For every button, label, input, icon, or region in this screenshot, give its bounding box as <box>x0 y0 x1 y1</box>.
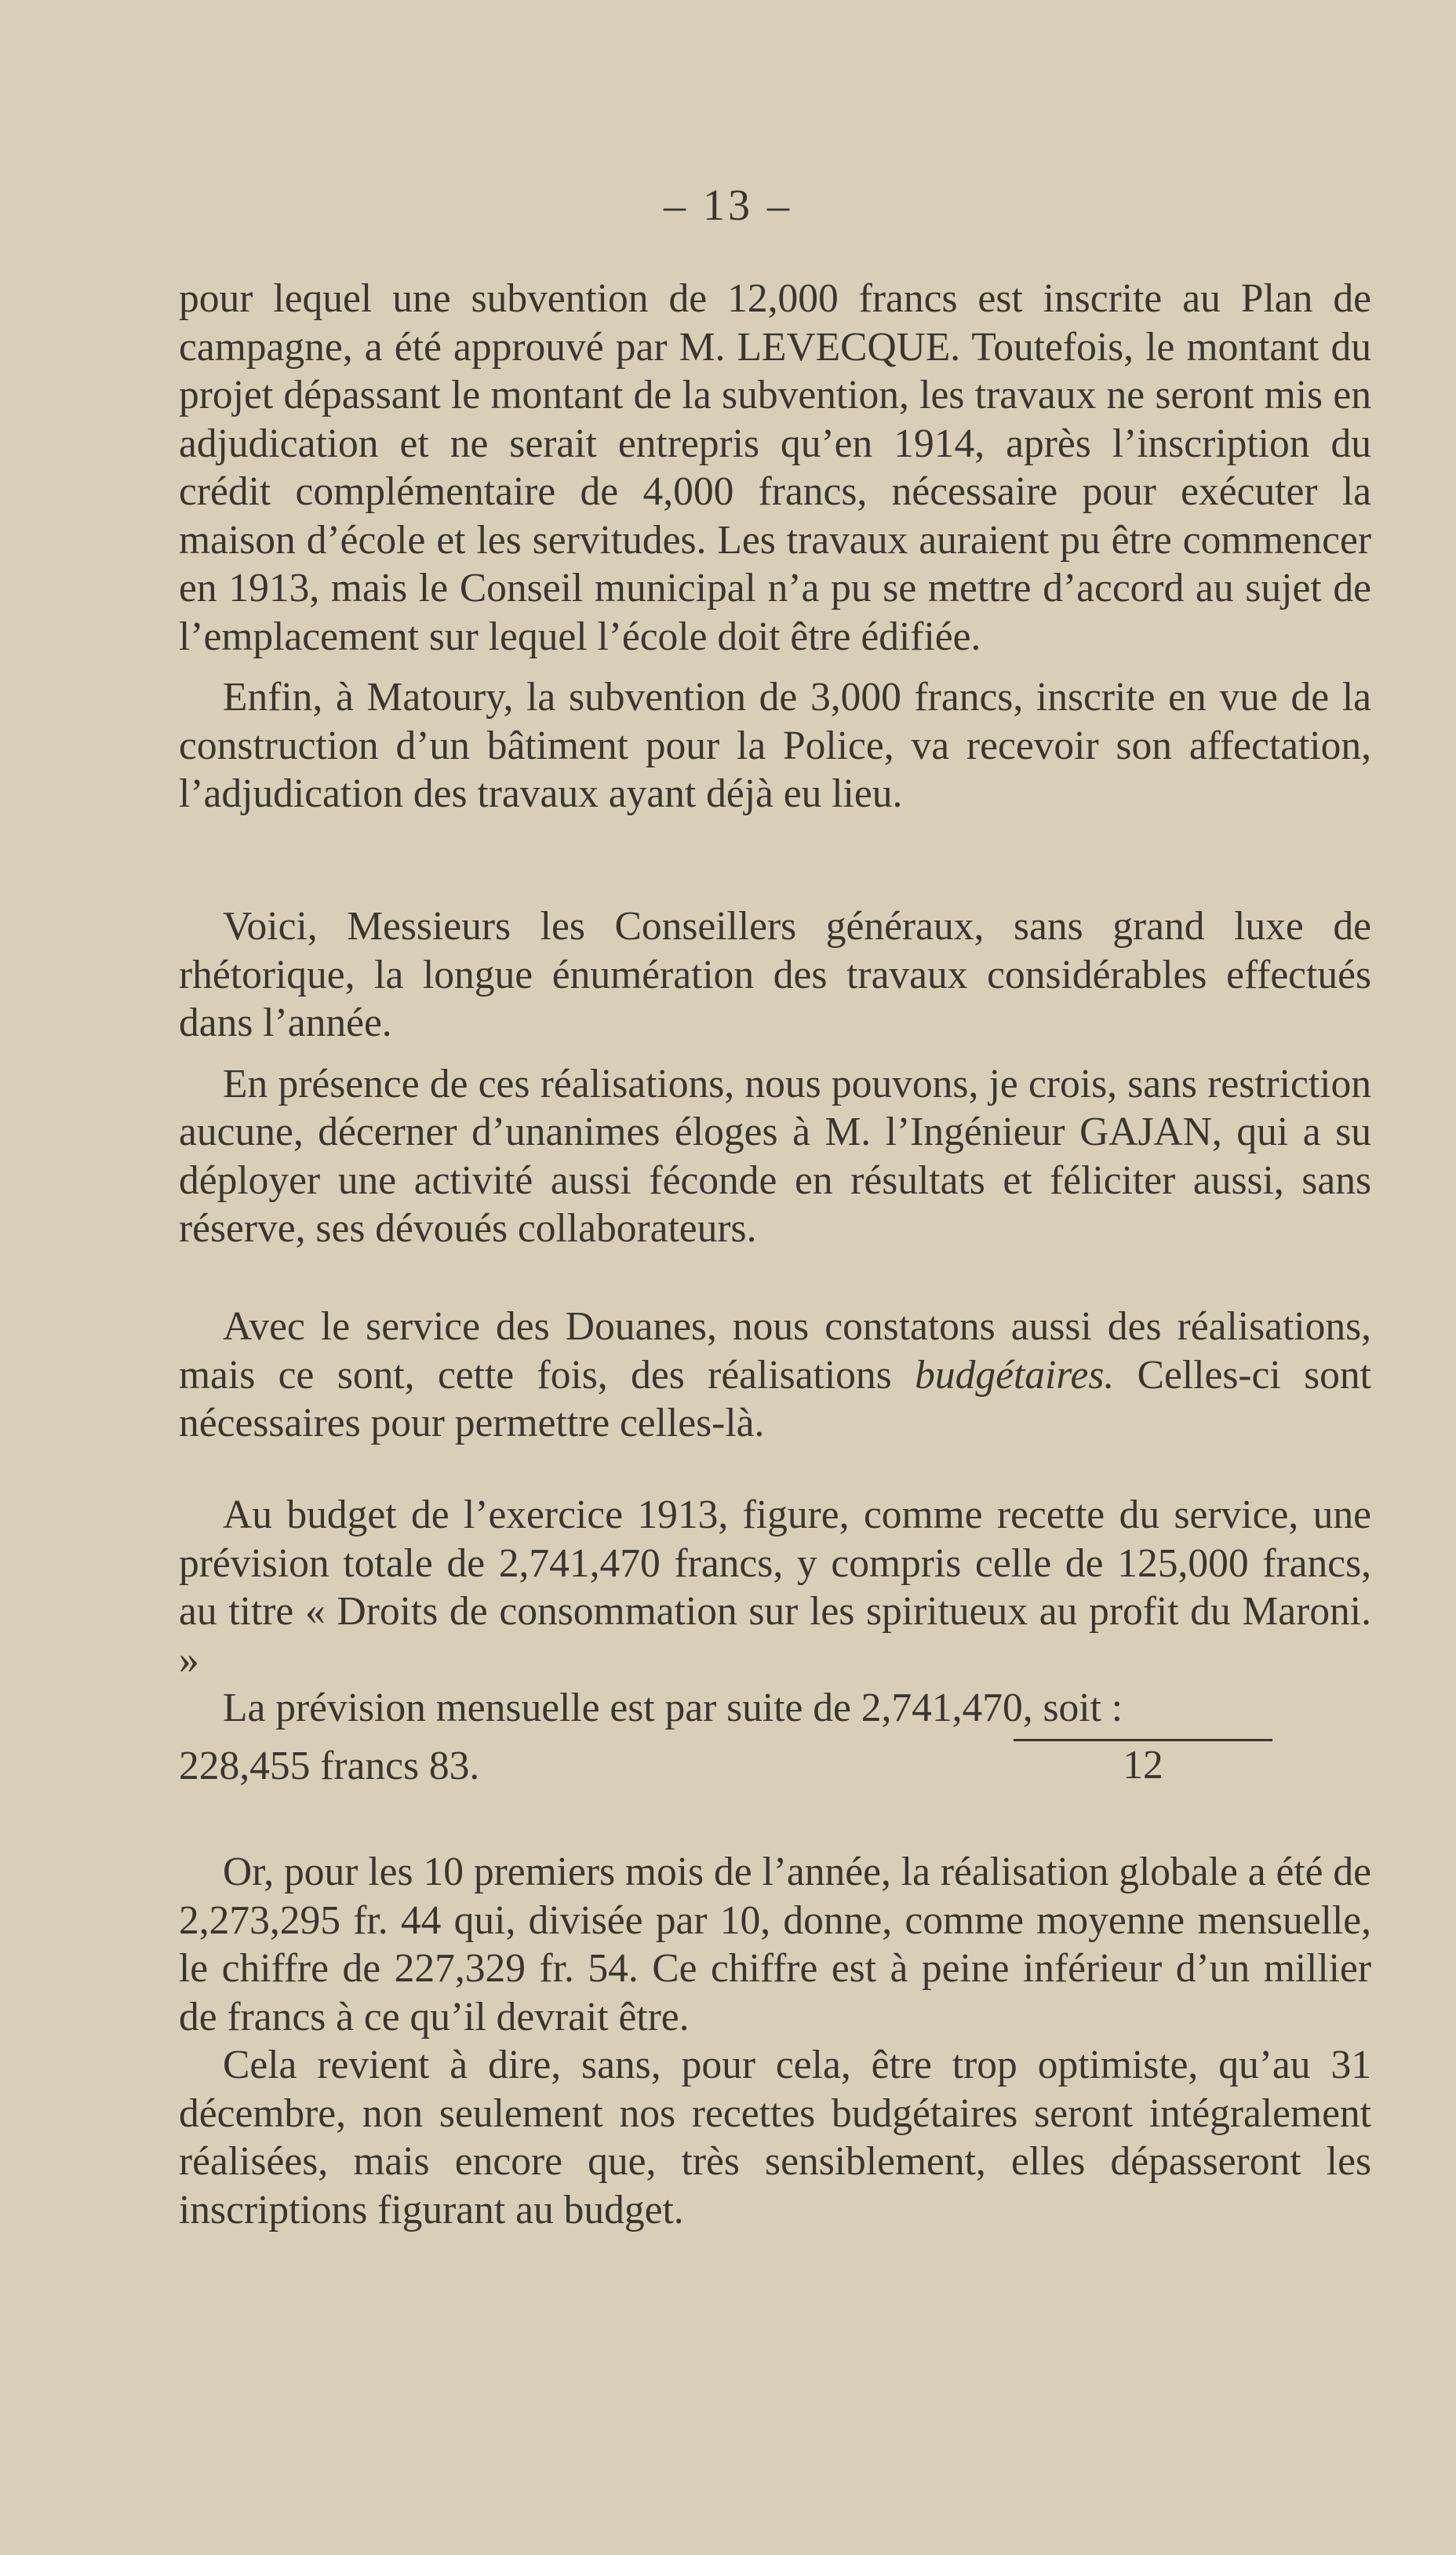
page-number: – 13 – <box>664 181 792 230</box>
douanes-italic-word: budgétaires. <box>915 1352 1115 1398</box>
text-block-school <box>179 275 1371 818</box>
paragraph-douanes <box>179 1303 1371 1448</box>
text-block-realisation <box>179 1848 1371 2234</box>
fraction-divisor: 12 <box>1014 1739 1272 1790</box>
paragraph-summary: Voici, Messieurs les Conseillers généraux, sans grand luxe de rhétorique, la longue énumération des travaux considérables effectués dans l’année. <box>179 904 1371 1045</box>
paragraph-school-project: pour lequel une subvention de 12,000 francs est inscrite au Plan de campagne, a été approuvé par M. LEVECQUE. Toutefois, le montant du projet dépassant le montant de la subvention, les travaux ne seront mis en adjudication et ne serait entrepris qu’en 1914, après l’inscription du crédit complémentaire de 4,000 francs, nécessaire pour exécuter la maison d’école et les servitudes. Les travaux auraient pu être commencer en 1913, mais le Conseil municipal n’a pu se mettre d’accord au sujet de l’emplacement sur lequel l’école doit être édifiée. <box>179 276 1371 659</box>
text-block-summary <box>179 902 1371 1253</box>
text-block-douanes <box>179 1303 1371 1448</box>
paragraph-praise: En présence de ces réalisations, nous pouvons, je crois, sans restriction aucune, décerner d’unanimes éloges à M. l’Ingénieur GAJAN, qui a su déployer une activité aussi féconde en résultats et féliciter aussi, sans réserve, ses dévoués collaborateurs. <box>179 1061 1371 1251</box>
monthly-forecast-result: 228,455 francs 83. <box>179 1744 480 1788</box>
paragraph-budget: Au budget de l’exercice 1913, figure, comme recette du service, une prévision totale de 2,741,470 francs, y compris celle de 125,000 francs, au titre « Droits de consommation sur les spiritueux au profit du Maroni. » <box>179 1493 1371 1682</box>
text-block-budget <box>179 1491 1371 1733</box>
douanes-text-end: Celles-ci sont nécessaires pour permettre celles-là. <box>179 1352 1371 1445</box>
paragraph-realisation: Or, pour les 10 premiers mois de l’année, la réalisation globale a été de 2,273,295 fr. 44 qui, divisée par 10, donne, comme moyenne mensuelle, le chiffre de 227,329 fr. 54. Ce chiffre est à peine inférieur d’un millier de francs à ce qu’il devrait être. <box>179 1850 1371 2039</box>
paragraph-monthly-forecast: La prévision mensuelle est par suite de 2,741,470, soit : <box>223 1686 1123 1730</box>
paragraph-conclusion: Cela revient à dire, sans, pour cela, être trop optimiste, qu’au 31 décembre, non seulement nos recettes budgétaires seront intégralement réalisées, mais encore que, très sensiblement, elles dépasseront les inscriptions figurant au budget. <box>179 2043 1371 2232</box>
douanes-text-start: Avec le service des Douanes, nous constatons aussi des réalisations, mais ce sont, cette fois, des réalisations <box>179 1304 1371 1398</box>
paragraph-matoury: Enfin, à Matoury, la subvention de 3,000 francs, inscrite en vue de la construction d’un bâtiment pour la Police, va recevoir son affectation, l’adjudication des travaux ayant déjà eu lieu. <box>179 675 1371 816</box>
